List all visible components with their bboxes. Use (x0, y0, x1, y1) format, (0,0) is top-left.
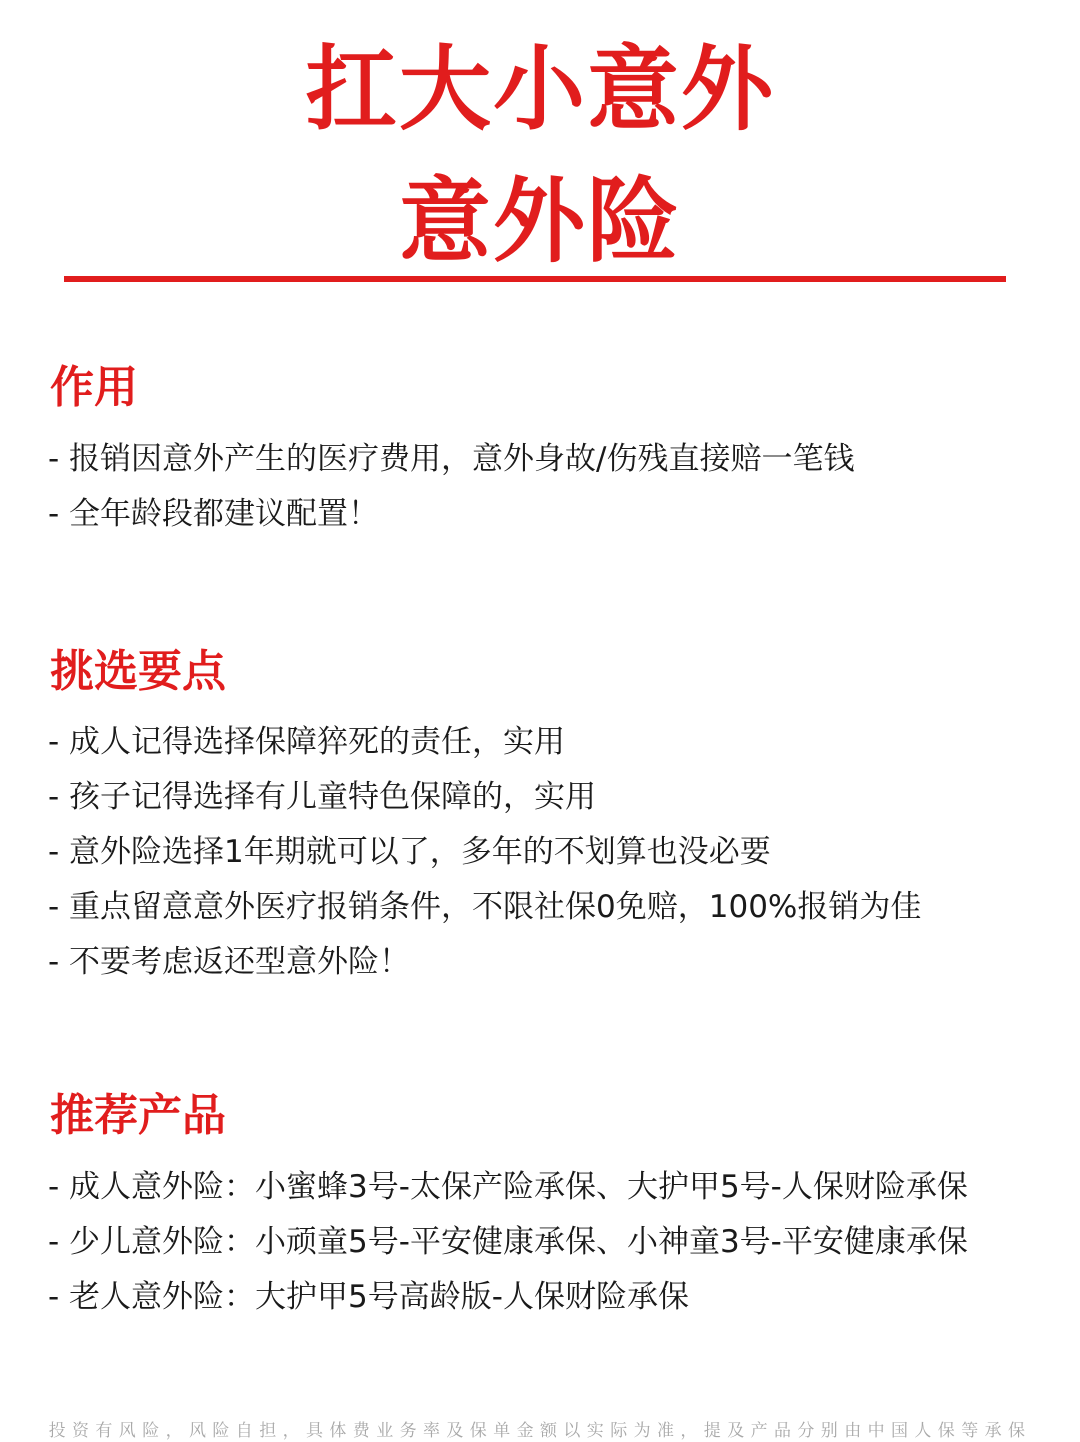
section-heading-recommended-products: 推荐产品 (50, 1090, 226, 1141)
list-item: - 重点留意意外医疗报销条件，不限社保0免赔，100%报销为佳 (48, 889, 922, 925)
selection-tips-list (48, 715, 921, 990)
disclaimer-text: 投资有风险，风险自担，具体费业务率及保单金额以实际为准，提及产品分别由中国人保等承保 (48, 1421, 1032, 1441)
page-title-line-2: 意外险 (398, 168, 681, 275)
list-item: - 孩子记得选择有儿童特色保障的，实用 (48, 779, 597, 815)
list-item: - 少儿意外险：小顽童5号-平安健康承保、小神童3号-平安健康承保 (48, 1224, 968, 1260)
section-heading-usage: 作用 (50, 362, 138, 413)
list-item: - 成人意外险：小蜜蜂3号-太保产险承保、大护甲5号-人保财险承保 (48, 1169, 968, 1205)
list-item: - 老人意外险：大护甲5号高龄版-人保财险承保 (48, 1279, 689, 1315)
usage-list (48, 432, 854, 542)
list-item: - 全年龄段都建议配置！ (48, 496, 380, 532)
list-item: - 不要考虑返还型意外险！ (48, 944, 411, 980)
list-item: - 成人记得选择保障猝死的责任，实用 (48, 724, 566, 760)
title-divider (64, 276, 1006, 282)
list-item: - 报销因意外产生的医疗费用，意外身故/伤残直接赔一笔钱 (48, 441, 855, 477)
recommended-products-list (48, 1160, 968, 1325)
list-item: - 意外险选择1年期就可以了，多年的不划算也没必要 (48, 834, 771, 870)
page-title-line-1: 扛大小意外 (304, 36, 775, 143)
section-heading-selection-tips: 挑选要点 (50, 646, 226, 697)
